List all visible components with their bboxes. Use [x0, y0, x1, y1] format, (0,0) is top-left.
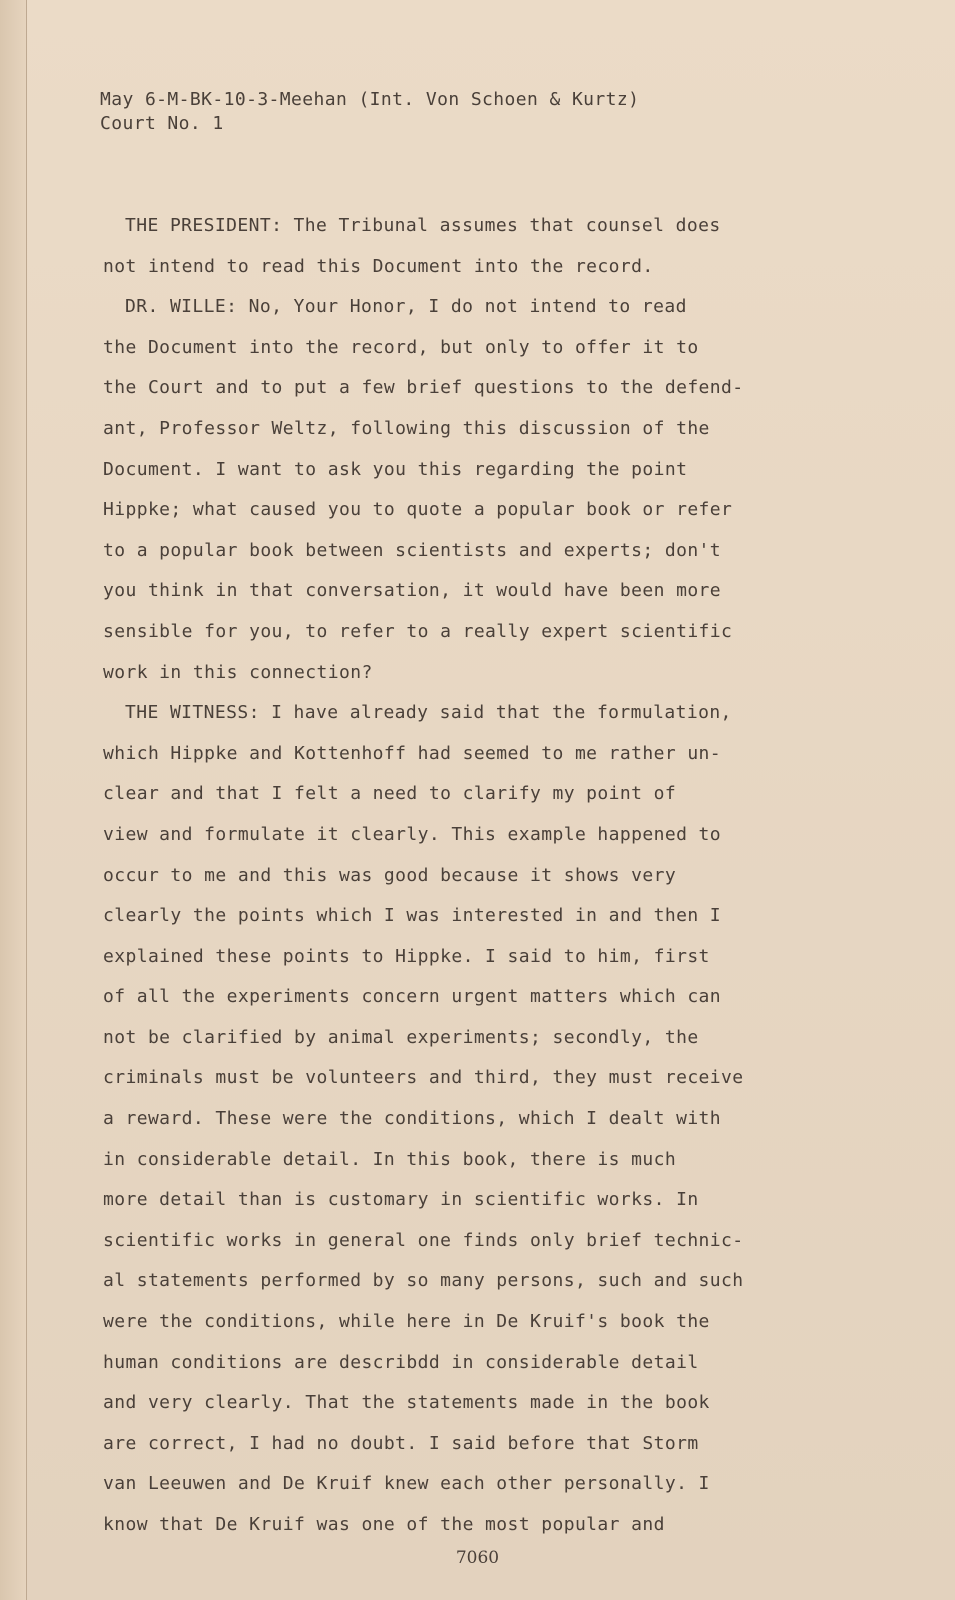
transcript-line: criminals must be volunteers and third, they must receive [103, 1067, 744, 1089]
page-number: 7060 [455, 1548, 500, 1568]
header-court-line: Court No. 1 [100, 113, 224, 134]
transcript-line: were the conditions, while here in De Kruif's book the [103, 1311, 710, 1333]
transcript-line: human conditions are describdd in considerable detail [103, 1351, 699, 1373]
transcript-line: al statements performed by so many persons, such and such [103, 1270, 744, 1292]
transcript-line: clearly the points which I was interested in and then I [103, 905, 722, 927]
transcript-line: of all the experiments concern urgent matters which can [103, 986, 722, 1008]
transcript-line: scientific works in general one finds only brief technic- [103, 1229, 744, 1251]
transcript-line: THE WITNESS: I have already said that the formulation, [125, 702, 732, 724]
transcript-line: van Leeuwen and De Kruif knew each other personally. I [103, 1473, 710, 1495]
transcript-line: THE PRESIDENT: The Tribunal assumes that counsel does [125, 215, 721, 236]
transcript-line: DR. WILLE: No, Your Honor, I do not intend to read [125, 296, 687, 318]
transcript-line: are correct, I had no doubt. I said before that Storm [103, 1432, 699, 1454]
transcript-line: the Court and to put a few brief questions to the defend- [103, 377, 744, 399]
transcript-line: a reward. These were the conditions, which I dealt with [103, 1108, 722, 1130]
transcript-line: clear and that I felt a need to clarify my point of [103, 783, 677, 805]
transcript-line: Document. I want to ask you this regarding the point [103, 458, 688, 480]
transcript-line: and very clearly. That the statements made in the book [103, 1392, 710, 1414]
transcript-line: which Hippke and Kottenhoff had seemed to me rather un- [103, 742, 722, 764]
document-header [100, 88, 639, 136]
transcript-line: ant, Professor Weltz, following this discussion of the [103, 417, 710, 439]
transcript-line: occur to me and this was good because it shows very [103, 864, 677, 886]
transcript-line: the Document into the record, but only to offer it to [103, 336, 699, 358]
transcript-line: you think in that conversation, it would have been more [103, 580, 722, 602]
transcript-line: more detail than is customary in scientific works. In [103, 1189, 699, 1211]
transcript-line: not intend to read this Document into the record. [103, 255, 654, 277]
transcript-line: Hippke; what caused you to quote a popular book or refer [103, 499, 733, 521]
transcript-line: in considerable detail. In this book, there is much [103, 1148, 677, 1170]
torn-left-margin [0, 0, 27, 1600]
transcript-line: explained these points to Hippke. I said to him, first [103, 945, 710, 967]
transcript-body [103, 206, 744, 1546]
transcript-line: know that De Kruif was one of the most popular and [103, 1514, 665, 1535]
transcript-line: sensible for you, to refer to a really expert scientific [103, 620, 733, 642]
transcript-line: to a popular book between scientists and experts; don't [103, 539, 722, 561]
transcript-line: view and formulate it clearly. This example happened to [103, 823, 722, 845]
transcript-line: work in this connection? [103, 661, 373, 683]
header-session-line: May 6-M-BK-10-3-Meehan (Int. Von Schoen & Kurtz) [100, 89, 640, 110]
transcript-line: not be clarified by animal experiments; secondly, the [103, 1026, 699, 1048]
